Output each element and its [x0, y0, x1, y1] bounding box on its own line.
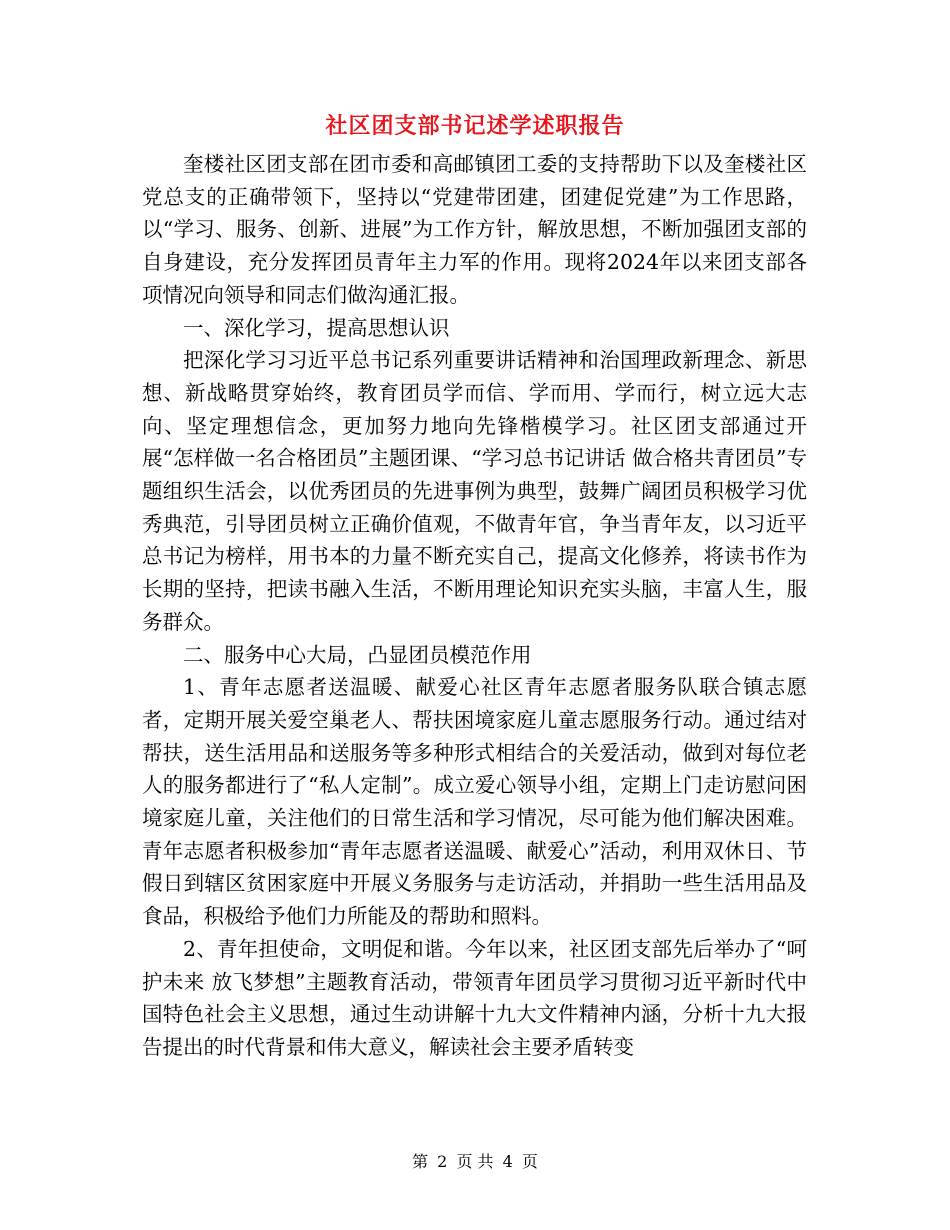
footer-total-pages: 4 — [502, 1152, 513, 1171]
section-heading-1: 一、深化学习，提高思想认识 — [183, 315, 450, 340]
document-body — [142, 148, 807, 1064]
section-2-item-1-paragraph: 1、青年志愿者送温暖、献爱心社区青年志愿者服务队联合镇志愿者，定期开展关爱空巢老人、帮扶困境家庭儿童志愿服务行动。通过结对帮扶，送生活用品和送服务等多种形式相结合的关爱活动，做到对每位老人的服务都进行了“私人定制”。成立爱心领导小组，定期上门走访慰问困境家庭儿童，关注他们的日常生活和学习情况，尽可能为他们解决困难。青年志愿者积极参加“青年志愿者送温暖、献爱心”活动，利用双休日、节假日到辖区贫困家庭中开展义务服务与走访活动，并捐助一些生活用品及食品，积极给予他们力所能及的帮助和照料。 — [142, 675, 807, 929]
section-2-item-2-paragraph: 2、青年担使命，文明促和谐。今年以来，社区团支部先后举办了“呵护未来 放飞梦想”主题教育活动，带领青年团员学习贯彻习近平新时代中国特色社会主义思想，通过生动讲解十九大文件精神内涵，分析十九大报告提出的时代背景和伟大意义，解读社会主要矛盾转变 — [142, 936, 807, 1059]
footer-suffix: 页 — [521, 1152, 538, 1171]
intro-paragraph: 奎楼社区团支部在团市委和高邮镇团工委的支持帮助下以及奎楼社区党总支的正确带领下，坚持以“党建带团建，团建促党建”为工作思路，以“学习、服务、创新、进展”为工作方针，解放思想，不断加强团支部的自身建设，充分发挥团员青年主力军的作用。现将2024年以来团支部各项情况向领导和同志们做沟通汇报。 — [142, 152, 807, 307]
section-heading-2: 二、服务中心大局，凸显团员模范作用 — [183, 642, 532, 667]
footer-current-page: 2 — [437, 1152, 448, 1171]
footer-prefix: 第 — [412, 1152, 429, 1171]
section-1-paragraph: 把深化学习习近平总书记系列重要讲话精神和治国理政新理念、新思想、新战略贯穿始终，教育团员学而信、学而用、学而行，树立远大志向、坚定理想信念，更加努力地向先锋楷模学习。社区团支部通过开展“怎样做一名合格团员”主题团课、“学习总书记讲话 做合格共青团员”专题组织生活会，以优秀团员的先进事例为典型，鼓舞广阔团员积极学习优秀典范，引导团员树立正确价值观，不做青年官，争当青年友，以习近平总书记为榜样，用书本的力量不断充实自己，提高文化修养，将读书作为长期的坚持，把读书融入生活，不断用理论知识充实头脑，丰富人生，服务群众。 — [142, 348, 807, 634]
document-title: 社区团支部书记述学述职报告 — [325, 113, 625, 139]
page-footer — [0, 1151, 950, 1173]
footer-middle: 页 共 — [456, 1152, 494, 1171]
